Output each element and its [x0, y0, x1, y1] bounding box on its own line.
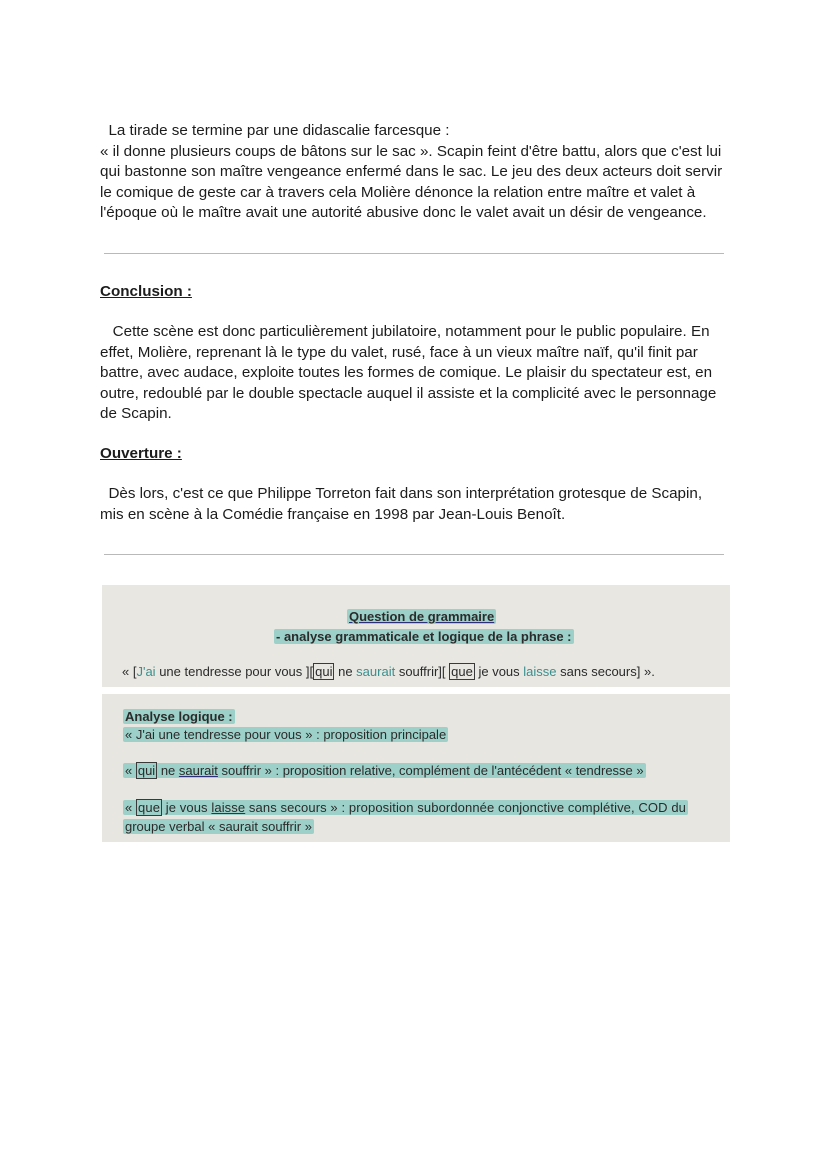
logic-qui-boxed: qui: [137, 763, 156, 778]
sentence-jai: J'ai: [136, 664, 156, 679]
sentence-saurait: saurait: [356, 664, 396, 679]
logic-part: «: [125, 800, 137, 815]
logic-line-text: « J'ai une tendresse pour vous » : proposition principale: [125, 727, 447, 742]
sentence-part: « [: [122, 664, 137, 679]
ouverture-paragraph: [100, 484, 730, 525]
sentence-laisse: laisse: [523, 664, 557, 679]
grammar-sentence: [122, 664, 655, 679]
text-line: « il donne plusieurs coups de bâtons sur le sac ». Scapin feint d'être battu, alors que c'est lui: [100, 142, 722, 160]
logic-part: «: [125, 763, 136, 778]
ouverture-heading: Ouverture :: [100, 445, 182, 462]
divider: [104, 554, 724, 555]
logic-part: sans secours » : proposition subordonnée conjonctive complétive, COD du: [245, 800, 686, 815]
logic-heading: [123, 709, 235, 724]
text-line: effet, Molière, reprenant là le type du valet, rusé, face à un vieux maître naïf, qu'il finit par: [100, 343, 698, 361]
text-line: outre, redoublé par le double spectacle auquel il assiste et la complicité avec le personnage: [100, 384, 717, 402]
logic-line-principale: [123, 727, 448, 742]
text-line: battre, avec audace, exploite toutes les formes de comique. Le plaisir du spectateur est, en: [100, 364, 713, 382]
logic-line-text: groupe verbal « saurait souffrir »: [125, 819, 312, 834]
text-line: de Scapin.: [100, 405, 172, 423]
logic-part: je vous: [162, 800, 212, 815]
logic-que-boxed: que: [138, 800, 161, 815]
logic-part: souffrir » : proposition relative, complément de l'antécédent « tendresse »: [217, 763, 644, 778]
text-line: mis en scène à la Comédie française en 1998 par Jean-Louis Benoît.: [100, 505, 566, 523]
logic-line-groupe: [123, 819, 314, 834]
grammar-title: [347, 609, 496, 624]
logic-analysis-scan: [102, 694, 730, 842]
grammar-question-scan: [102, 585, 730, 687]
logic-heading-text: Analyse logique :: [125, 709, 233, 724]
grammar-subtitle: [274, 629, 574, 644]
logic-saurait: saurait: [178, 763, 218, 778]
text-line: Cette scène est donc particulièrement jubilatoire, notamment pour le public populaire. En: [100, 323, 710, 340]
text-line: La tirade se termine par une didascalie farcesque :: [100, 122, 450, 139]
grammar-title-text: Question de grammaire: [349, 609, 495, 624]
text-line: Dès lors, c'est ce que Philippe Torreton fait dans son interprétation grotesque de Scapin,: [100, 485, 703, 502]
text-line: qui bastonne son maître vengeance enfermé dans le sac. Le jeu des deux acteurs doit servir: [100, 163, 723, 181]
logic-line-relative: [123, 763, 646, 778]
sentence-part: souffrir][: [395, 664, 450, 679]
logic-laisse: laisse: [211, 800, 246, 815]
sentence-que-boxed: que: [451, 664, 473, 679]
sentence-qui-boxed: qui: [315, 664, 333, 679]
text-line: le comique de geste car à travers cela Molière dénonce la relation entre maître et valet à: [100, 183, 696, 201]
logic-part: ne: [157, 763, 179, 778]
sentence-part: sans secours] ».: [556, 664, 655, 679]
conclusion-paragraph: [100, 322, 730, 425]
sentence-part: je vous: [474, 664, 524, 679]
grammar-subtitle-text: - analyse grammaticale et logique de la phrase :: [276, 629, 572, 644]
sentence-part: ne: [334, 664, 357, 679]
text-line: l'époque où le maître avait une autorité abusive donc le valet avait un désir de vengeance.: [100, 204, 707, 222]
logic-line-completive: [123, 800, 688, 815]
sentence-part: une tendresse pour vous ][: [155, 664, 314, 679]
conclusion-heading: Conclusion :: [100, 283, 192, 300]
tirade-paragraph: [100, 121, 730, 224]
divider: [104, 253, 724, 254]
